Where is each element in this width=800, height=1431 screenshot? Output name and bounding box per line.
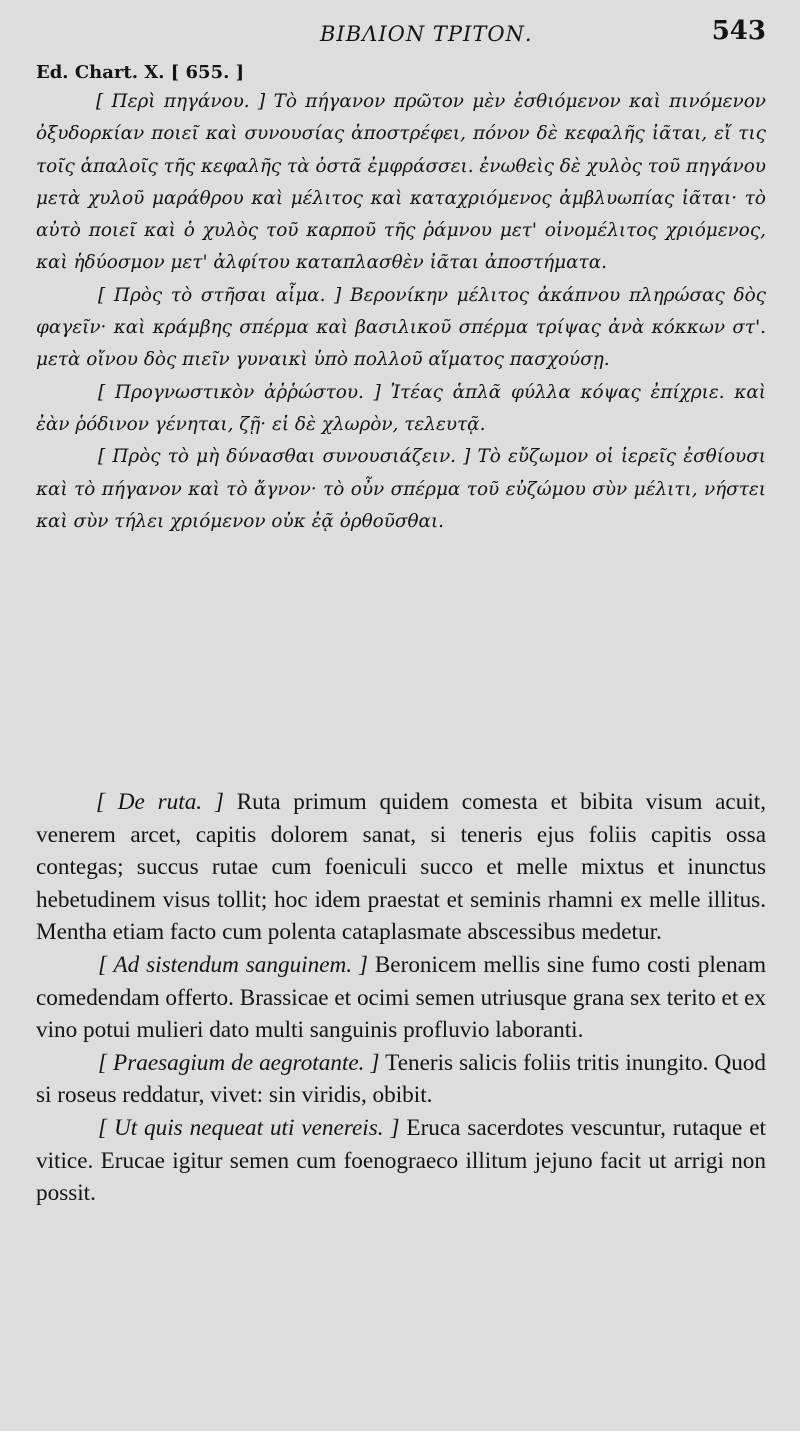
paragraph-text: Τὸ πήγανον πρῶτον μὲν ἐσθιόμενον καὶ πινόμενον ὀξυδορκίαν ποιεῖ καὶ συνουσίας ἀποστρέφει, πόνον δὲ κεφαλῆς ἰᾶται, εἴ τις τοῖς ἁπαλοῖς τῆς κεφαλῆς τὰ ὀστᾶ ἐμφράσσει. ἐνωθεὶς δὲ χυλὸς τοῦ πηγάνου μετὰ χυλοῦ μαράθρου καὶ μέλιτος καὶ καταχριόμενος ἀμβλυωπίας ἰᾶται· τὸ αὐτὸ ποιεῖ καὶ ὁ χυλὸς τοῦ καρποῦ τῆς ῥάμνου μετ' οἰνομέλιτος χριόμενος, καὶ ἡδύοσμον μετ' ἀλφίτου καταπλασθὲν ἰᾶται ἀποστήματα. (36, 91, 766, 274)
latin-paragraph (36, 1047, 766, 1112)
latin-paragraph (36, 786, 766, 949)
paragraph-text: Βερονίκην μέλιτος ἀκάπνου πληρώσας δὸς φαγεῖν· καὶ κράμβης σπέρμα καὶ βασιλικοῦ σπέρμα τρίψας ἀνὰ κόκκων στ'. μετὰ οἴνου δὸς πιεῖν γυναικὶ ὑπὸ πολλοῦ αἵματος πασχούσῃ. (36, 284, 766, 371)
greek-text-block (36, 86, 766, 538)
paragraph-text: Eruca sacerdotes vescuntur, rutaque et vitice. Erucae igitur semen cum foenograeco illitum jejuno facit ut arrigi non possit. (36, 1114, 766, 1207)
section-heading: [ Περὶ πηγάνου. ] (96, 91, 266, 112)
paragraph-text: Teneris salicis foliis tritis inungito. Quod si roseus reddatur, vivet: sin viridis, obibit. (36, 1049, 766, 1109)
greek-paragraph (36, 441, 766, 538)
greek-paragraph (36, 377, 766, 442)
page-number: 543 (711, 16, 766, 46)
paragraph-text: Τὸ εὔζωμον οἱ ἱερεῖς ἐσθίουσι καὶ τὸ πήγανον καὶ τὸ ἄγνον· τὸ οὖν σπέρμα τοῦ εὐζώμου σὺν μέλιτι, νήστει καὶ σὺν τήλει χριόμενον οὐκ ἐᾷ ὀρθοῦσθαι. (36, 446, 766, 532)
running-title: BIBΛΙΟΝ ΤΡΙΤΟΝ. (320, 22, 533, 46)
running-head (36, 14, 766, 54)
section-heading: [ Πρὸς τὸ στῆσαι αἷμα. ] (98, 284, 342, 306)
section-heading: [ De ruta. ] (96, 789, 224, 815)
greek-paragraph (36, 280, 766, 377)
paragraph-text: Ruta primum quidem comesta et bibita visum acuit, venerem arcet, capitis dolorem sanat, si teneris ejus foliis capitis ossa contegas; succus rutae cum foeniculi succo et melle mixtus et inunctus hebetudinem visus tollit; hoc idem praestat et seminis rhamni ex melle illitus. Mentha etiam facto cum polenta cataplasmate abscessibus medetur. (36, 789, 767, 946)
section-heading: [ Ad sistendum sanguinem. ] (98, 951, 368, 978)
section-heading: [ Πρὸς τὸ μὴ δύνασθαι συνουσιάζειν. ] (98, 446, 471, 468)
latin-text-block (36, 786, 766, 1210)
paragraph-text: Beronicem mellis sine fumo costi plenam comedendam offerto. Brassicae et ocimi semen utriusque grana sex terito et ex vino potui mulieri dato multi sanguinis profluvio laboranti. (36, 951, 767, 1044)
paragraph-text: Ἰτέας ἁπλᾶ φύλλα κόψας ἐπίχριε. καὶ ἐὰν ῥόδινον γένηται, ζῇ· εἰ δὲ χλωρὸν, τελευτᾷ. (36, 381, 766, 435)
latin-paragraph (36, 1112, 766, 1210)
edition-reference: Ed. Chart. X. [ 655. ] (36, 62, 245, 83)
section-heading: [ Ut quis nequeat uti venereis. ] (98, 1114, 400, 1141)
greek-paragraph (36, 86, 766, 280)
latin-paragraph (36, 949, 766, 1047)
section-heading: [ Praesagium de aegrotante. ] (98, 1049, 380, 1076)
section-heading: [ Προγνωστικὸν ἀῤῥώστου. ] (98, 381, 381, 403)
